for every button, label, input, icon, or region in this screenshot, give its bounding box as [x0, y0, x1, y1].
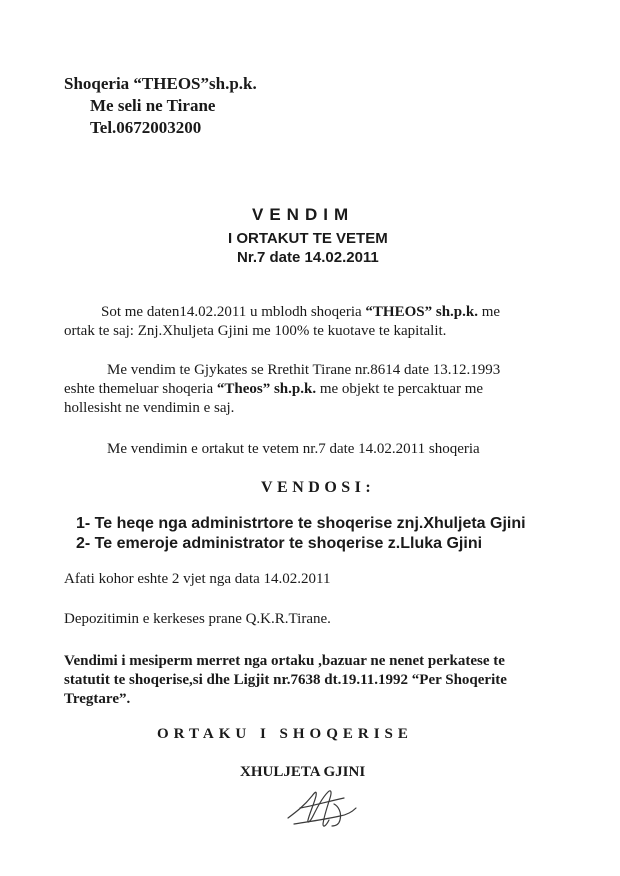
- closing-line-2: statutit te shoqerise,si dhe Ligjit nr.7638 dt.19.11.1992 “Per Shoqerite: [64, 672, 507, 688]
- document-subtitle: I ORTAKUT TE VETEM: [228, 230, 388, 247]
- paragraph-2-text: eshte themeluar shoqeria: [64, 381, 217, 397]
- paragraph-2-line-2: [64, 380, 483, 399]
- decision-item: 2- Te emeroje administrator te shoqerise z.Lluka Gjini: [76, 535, 483, 552]
- company-phone: Tel.0672003200: [90, 118, 202, 137]
- closing-line-3: Tregtare”.: [64, 691, 131, 707]
- closing-line-1: Vendimi i mesiperm merret nga ortaku ,bazuar ne nenet perkatese te: [64, 653, 505, 669]
- paragraph-1-line-1: [101, 303, 500, 322]
- term-line: Afati kohor eshte 2 vjet nga data 14.02.2011: [64, 571, 331, 587]
- company-name: Shoqeria “THEOS”sh.p.k.: [64, 74, 257, 93]
- company-seat: Me seli ne Tirane: [90, 96, 216, 115]
- handwritten-signature: [282, 782, 362, 834]
- deposit-line: Depozitimin e kerkeses prane Q.K.R.Tirane.: [64, 611, 331, 627]
- signatory-title: ORTAKU I SHOQERISE: [157, 726, 413, 742]
- paragraph-2-line-3: hollesisht ne vendimin e saj.: [64, 400, 235, 416]
- document-number-date: Nr.7 date 14.02.2011: [237, 249, 379, 266]
- signatory-name: XHULJETA GJINI: [240, 764, 366, 780]
- paragraph-1-text: Sot me daten14.02.2011 u mblodh shoqeria: [101, 304, 366, 320]
- company-ref: “Theos” sh.p.k.: [216, 381, 317, 397]
- paragraph-3: Me vendimin e ortakut te vetem nr.7 date 14.02.2011 shoqeria: [107, 441, 480, 457]
- company-ref: “THEOS” sh.p.k.: [365, 304, 478, 320]
- decides-heading: VENDOSI:: [261, 479, 376, 496]
- paragraph-1-line-2: ortak te saj: Znj.Xhuljeta Gjini me 100% te kuotave te kapitalit.: [64, 323, 447, 339]
- paragraph-2-line-1: Me vendim te Gjykates se Rrethit Tirane nr.8614 date 13.12.1993: [107, 362, 501, 378]
- paragraph-2-tail: me objekt te percaktuar me: [316, 381, 484, 397]
- decision-item: 1- Te heqe nga administrtore te shoqerise znj.Xhuljeta Gjini: [76, 515, 526, 532]
- paragraph-1-tail: me: [477, 304, 501, 320]
- document-title: VENDIM: [252, 205, 355, 224]
